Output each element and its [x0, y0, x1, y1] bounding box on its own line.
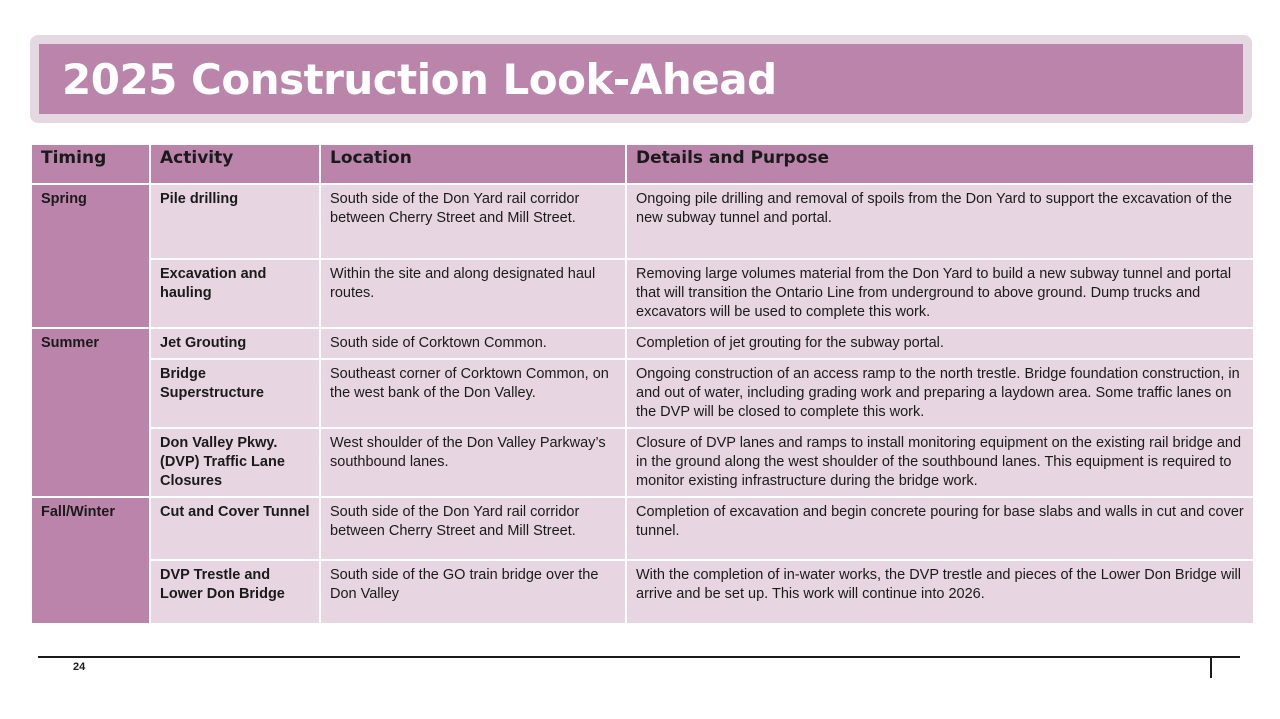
activity-cell: Jet Grouting: [150, 328, 320, 359]
location-cell: Within the site and along designated haul routes.: [320, 259, 626, 328]
details-cell: Ongoing pile drilling and removal of spoils from the Don Yard to support the excavation of the new subway tunnel and portal.: [626, 184, 1254, 259]
table-row: [31, 497, 1254, 560]
location-cell: South side of the Don Yard rail corridor between Cherry Street and Mill Street.: [320, 184, 626, 259]
table-row: [31, 328, 1254, 359]
table-header-row: [31, 144, 1254, 184]
activity-cell: DVP Trestle and Lower Don Bridge: [150, 560, 320, 624]
construction-table: [30, 143, 1255, 625]
activity-cell: Excavation and hauling: [150, 259, 320, 328]
table-row: [31, 428, 1254, 497]
timing-cell-fall-winter: Fall/Winter: [31, 497, 150, 624]
details-cell: With the completion of in-water works, the DVP trestle and pieces of the Lower Don Bridge will arrive and be set up. This work will continue into 2026.: [626, 560, 1254, 624]
footer-rule: [38, 656, 1240, 658]
activity-cell: Bridge Superstructure: [150, 359, 320, 428]
header-timing: Timing: [31, 144, 150, 184]
location-cell: Southeast corner of Corktown Common, on the west bank of the Don Valley.: [320, 359, 626, 428]
location-cell: South side of the GO train bridge over the Don Valley: [320, 560, 626, 624]
location-cell: West shoulder of the Don Valley Parkway’s southbound lanes.: [320, 428, 626, 497]
title-bar: [39, 44, 1243, 114]
details-cell: Completion of jet grouting for the subway portal.: [626, 328, 1254, 359]
page-number: 24: [73, 661, 86, 673]
page-title: 2025 Construction Look-Ahead: [62, 54, 777, 104]
details-cell: Closure of DVP lanes and ramps to install monitoring equipment on the existing rail bridge and in the ground along the west shoulder of the southbound lanes. This equipment is required to monitor existing infrastructure during the bridge work.: [626, 428, 1254, 497]
timing-cell-spring: Spring: [31, 184, 150, 328]
activity-cell: Don Valley Pkwy. (DVP) Traffic Lane Closures: [150, 428, 320, 497]
header-location: Location: [320, 144, 626, 184]
timing-cell-summer: Summer: [31, 328, 150, 497]
header-details: Details and Purpose: [626, 144, 1254, 184]
activity-cell: Pile drilling: [150, 184, 320, 259]
header-activity: Activity: [150, 144, 320, 184]
details-cell: Completion of excavation and begin concrete pouring for base slabs and walls in cut and cover tunnel.: [626, 497, 1254, 560]
title-frame: [30, 35, 1252, 123]
table-row: [31, 560, 1254, 624]
activity-cell: Cut and Cover Tunnel: [150, 497, 320, 560]
details-cell: Ongoing construction of an access ramp to the north trestle. Bridge foundation construction, in and out of water, including grading work and preparing a laydown area. Some traffic lanes on the DVP will be closed to complete this work.: [626, 359, 1254, 428]
location-cell: South side of Corktown Common.: [320, 328, 626, 359]
table-row: [31, 259, 1254, 328]
location-cell: South side of the Don Yard rail corridor between Cherry Street and Mill Street.: [320, 497, 626, 560]
footer-tick-mark: [1210, 656, 1212, 678]
details-cell: Removing large volumes material from the Don Yard to build a new subway tunnel and portal that will transition the Ontario Line from underground to above ground. Dump trucks and excavators will be used to complete this work.: [626, 259, 1254, 328]
table-row: [31, 184, 1254, 259]
table-row: [31, 359, 1254, 428]
